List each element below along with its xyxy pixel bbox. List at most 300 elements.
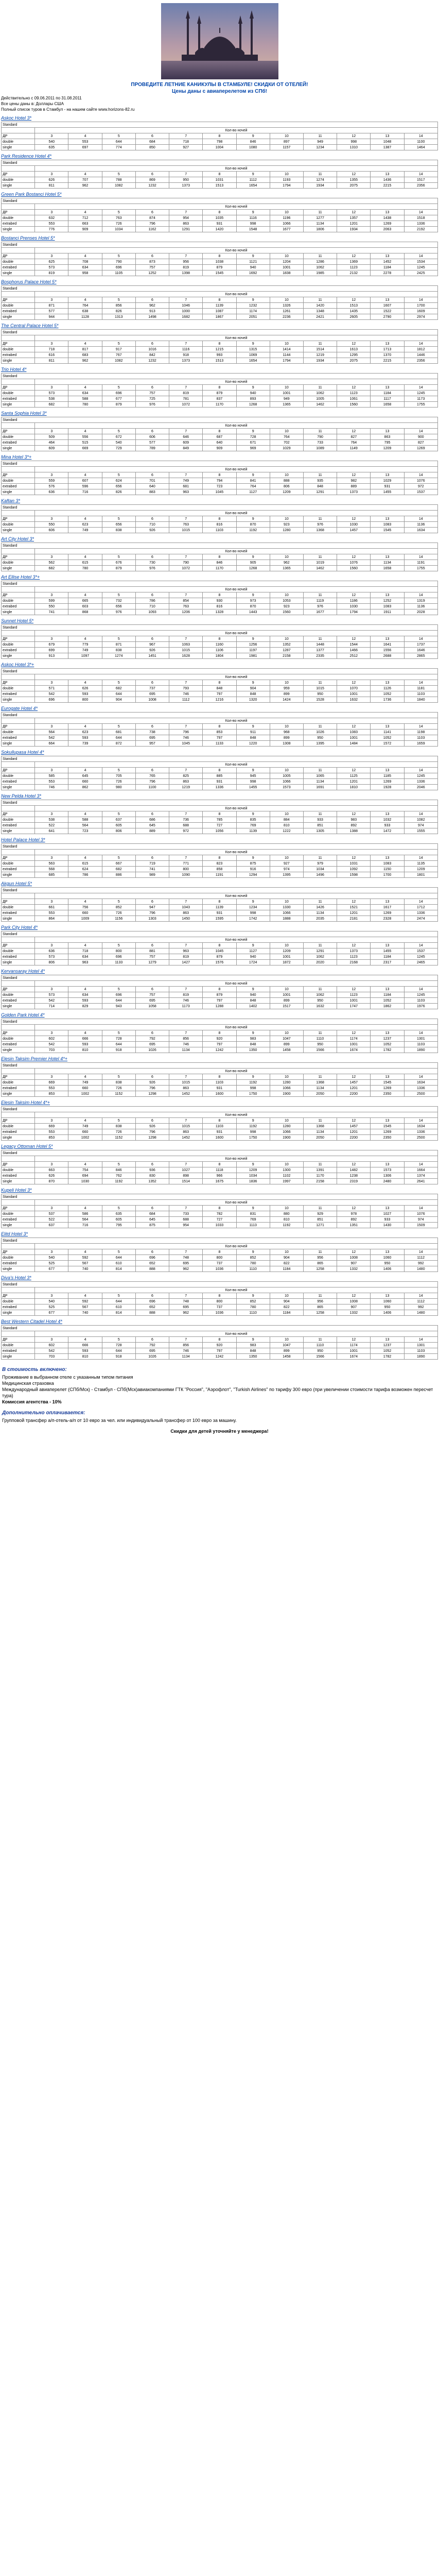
room-type-label: Standard [2,242,438,248]
accommodation-type: extrabed [2,779,35,785]
price-cell: 1184 [371,992,404,998]
price-cell: 817 [68,347,102,352]
nights-header-cell: 10 [270,472,303,478]
price-cell: 880 [270,1211,303,1217]
price-cell: 1201 [337,910,371,916]
price-cell: 1087 [203,309,236,314]
hotel-name-link[interactable]: Diva's Hotel 3* [1,1275,31,1280]
hotel-name-link[interactable]: The Central Palace Hotel 5* [1,323,59,328]
price-cell: 727 [203,1217,236,1223]
hotel-name-link[interactable]: Best Western Citadel Hotel 4* [1,1319,62,1324]
price-cell: 1196 [270,215,303,221]
price-cell: 593 [68,1348,102,1354]
hotel-name-link[interactable]: Park Residence Hotel 4* [1,154,52,159]
price-cell: 550 [35,522,68,528]
dp-label: ДР [2,768,35,773]
price-cell: 697 [68,145,102,150]
nights-header-cell: 4 [68,253,102,259]
price-cell: 962 [169,1266,203,1272]
nights-header-cell: 7 [169,680,203,686]
price-cell: 1123 [337,992,371,998]
price-cell: 1801 [404,872,437,878]
price-cell: 1628 [169,653,203,659]
price-cell: 954 [169,215,203,221]
dp-label: ДР [2,253,35,259]
price-cell: 1031 [203,177,236,183]
nights-header-cell: 3 [35,210,68,215]
price-cell: 556 [68,434,102,440]
room-type-label: Standard [2,975,438,981]
nights-header-cell: 8 [203,1249,236,1255]
price-cell: 2865 [404,653,437,659]
price-cell: 2132 [337,270,371,276]
nights-header-cell: 6 [135,385,169,391]
nights-header-cell: 5 [102,855,135,861]
nights-header-cell: 9 [236,592,270,598]
price-cell: 1303 [135,916,169,922]
price-cell: 1162 [135,227,169,232]
accommodation-type: double [2,1167,35,1173]
nights-header-cell: 11 [303,341,337,347]
nights-header-cell: 7 [169,899,203,905]
blank-cell [2,511,35,516]
price-cell: 1053 [270,598,303,604]
price-cell: 1058 [135,1004,169,1009]
hotel-block [1,497,438,533]
price-cell: 1336 [404,779,437,785]
nights-header-cell: 7 [169,516,203,522]
price-row [2,183,438,189]
price-cell: 615 [68,560,102,566]
price-row [2,402,438,408]
accommodation-type: extrabed [2,910,35,916]
price-cell: 667 [102,861,135,867]
price-cell: 788 [102,177,135,183]
price-row [2,1173,438,1179]
price-cell: 749 [169,478,203,484]
hotel-name-link[interactable]: Elesin Taksim Premier Hotel 4*+ [1,1056,67,1061]
price-cell: 1544 [337,642,371,648]
accommodation-type: extrabed [2,1129,35,1135]
price-row [2,1304,438,1310]
nights-header-cell: 8 [203,429,236,434]
price-cell: 1427 [169,960,203,965]
price-cell: 1234 [236,905,270,910]
price-cell: 2425 [404,270,437,276]
price-cell: 2421 [303,314,337,320]
nights-header-cell: 10 [270,385,303,391]
price-cell: 1046 [169,303,203,309]
price-cell: 830 [135,1173,169,1179]
price-cell: 1192 [236,1080,270,1086]
price-cell: 1426 [303,905,337,910]
price-cell: 605 [102,1217,135,1223]
nights-header-cell: 6 [135,811,169,817]
price-cell: 998 [236,221,270,227]
price-row [2,653,438,659]
nights-header-cell: 4 [68,724,102,730]
nights-header-cell: 13 [371,899,404,905]
hotel-name-link[interactable]: Askoc Hotel 3* [1,115,32,121]
price-cell: 1152 [102,1091,135,1097]
price-cell: 1712 [404,905,437,910]
price-cell: 1160 [203,642,236,648]
accommodation-type: extrabed [2,735,35,741]
price-cell: 1032 [371,817,404,823]
price-cell: 553 [68,139,102,145]
price-cell: 1664 [404,1167,437,1173]
nights-header-cell: 14 [404,472,437,478]
nights-header-cell: 4 [68,811,102,817]
price-cell: 696 [102,265,135,270]
nights-header-cell: 11 [303,516,337,522]
price-cell: 644 [102,1042,135,1047]
nights-header-cell: 9 [236,724,270,730]
price-cell: 1116 [236,215,270,221]
price-cell: 1156 [102,916,135,922]
nights-header-cell: 7 [169,636,203,642]
nights-header-cell: 5 [102,768,135,773]
price-cell: 918 [102,1047,135,1053]
price-cell: 1170 [203,402,236,408]
price-cell: 550 [35,604,68,609]
price-cell: 2192 [404,227,437,232]
price-cell: 695 [135,1042,169,1047]
price-cell: 905 [236,560,270,566]
price-cell: 848 [236,998,270,1004]
price-cell: 765 [135,773,169,779]
nights-header-cell: 5 [102,516,135,522]
price-cell: 2075 [337,358,371,364]
blank-cell [2,850,35,855]
price-cell: 1336 [404,1086,437,1091]
dp-label: ДР [2,1206,35,1211]
nights-header-cell: 4 [68,592,102,598]
nights-header-cell: 12 [337,297,371,303]
nights-header-cell: 4 [68,297,102,303]
price-table [1,504,438,533]
blank-cell [2,1244,35,1249]
price-cell: 672 [102,434,135,440]
price-cell: 1173 [404,396,437,402]
price-cell: 1450 [169,916,203,922]
nights-header-cell: 10 [270,253,303,259]
price-cell: 641 [35,828,68,834]
price-cell: 838 [102,528,135,533]
dp-label: ДР [2,297,35,303]
nights-header-cell: 7 [169,253,203,259]
price-row [2,1266,438,1272]
price-cell: 576 [35,484,68,489]
price-cell: 588 [68,396,102,402]
price-cell: 1056 [203,828,236,834]
nights-header-cell: 9 [236,987,270,992]
price-cell: 848 [236,691,270,697]
price-row [2,1255,438,1261]
price-cell: 1420 [303,303,337,309]
nights-header-cell: 14 [404,1206,437,1211]
nights-header-cell: 7 [169,341,203,347]
nights-header-cell: 3 [35,811,68,817]
nights-header-cell: 6 [135,636,169,642]
price-cell: 1268 [236,402,270,408]
price-cell: 907 [337,1261,371,1266]
price-cell: 900 [404,434,437,440]
included-item: Медицинская страховка [2,1381,54,1386]
price-cell: 1981 [236,653,270,659]
price-cell: 623 [68,730,102,735]
price-cell: 1537 [404,489,437,495]
hotel-name-link[interactable]: Mina Hotel 3*+ [1,454,32,460]
nights-header-cell: 7 [169,1074,203,1080]
price-cell: 515 [68,440,102,446]
price-row [2,691,438,697]
blank-cell [2,762,35,768]
hotel-name-link[interactable]: Bostanci Prenses Hotel 5* [1,235,55,241]
nights-header-cell: 8 [203,855,236,861]
nights-header-cell: 10 [270,899,303,905]
price-cell: 822 [270,1304,303,1310]
price-cell: 862 [68,785,102,790]
hotel-name-link[interactable]: Art Ellise Hotel 3*+ [1,574,40,580]
price-cell: 875 [236,861,270,867]
price-cell: 1598 [337,872,371,878]
price-cell: 1133 [203,741,236,747]
nights-header-cell: 14 [404,1293,437,1299]
price-cell: 780 [236,1261,270,1266]
price-cell: 983 [337,817,371,823]
price-cell: 780 [68,402,102,408]
price-cell: 848 [203,686,236,691]
dp-label: ДР [2,1118,35,1124]
price-cell: 1134 [303,779,337,785]
price-cell: 1112 [169,697,203,703]
price-cell: 940 [236,391,270,396]
price-cell: 1368 [303,1124,337,1129]
price-cell: 1209 [270,489,303,495]
nights-header-cell: 12 [337,554,371,560]
nights-header-cell: 13 [371,516,404,522]
nights-header-cell: 14 [404,811,437,817]
price-cell: 1509 [404,1223,437,1228]
hotel-name-link[interactable]: Kupeli Hotel 3* [1,1188,32,1193]
nights-header-cell: 14 [404,516,437,522]
accommodation-type: double [2,598,35,604]
price-cell: 983 [236,1343,270,1348]
price-cell: 819 [169,954,203,960]
room-type-label: Standard [2,1238,438,1244]
price-cell: 1001 [270,992,303,998]
price-row [2,145,438,150]
price-cell: 1069 [236,352,270,358]
price-cell: 1185 [371,773,404,779]
included-item: Комиссия агентства - 10% [2,1399,62,1404]
price-cell: 838 [102,1080,135,1086]
hotel-name-link[interactable]: Golden Park Hotel 4* [1,1012,45,1018]
hotel-name-link[interactable]: Eurogate Hotel 4* [1,706,38,711]
price-cell: 1548 [236,227,270,232]
price-row [2,872,438,878]
price-cell: 1103 [203,528,236,533]
nights-header-cell: 6 [135,341,169,347]
price-row [2,609,438,615]
price-cell: 1269 [371,1129,404,1135]
dp-label: ДР [2,133,35,139]
blank-cell [2,893,35,899]
price-cell: 1127 [236,489,270,495]
accommodation-type: single [2,1004,35,1009]
price-cell: 1455 [371,489,404,495]
hotel-name-link[interactable]: Legacy Ottoman Hotel 5* [1,1144,53,1149]
hotel-name-link[interactable]: New Pelda Hotel 3* [1,793,42,799]
price-row [2,686,438,691]
price-cell: 810 [270,1217,303,1223]
price-cell: 577 [135,440,169,446]
price-cell: 599 [35,598,68,604]
hotel-name-link[interactable]: Park City Hotel 4* [1,925,38,930]
price-cell: 968 [270,730,303,735]
nights-header-cell: 11 [303,172,337,177]
nights-header-cell: 9 [236,133,270,139]
nights-header-cell: 6 [135,172,169,177]
price-cell: 1256 [236,642,270,648]
blank-cell [2,937,35,943]
hotel-name-link[interactable]: Bosphorus Palace Hotel 5* [1,279,57,284]
dp-label: ДР [2,341,35,347]
price-cell: 1560 [337,566,371,571]
price-cell: 827 [337,434,371,440]
hotel-name-link[interactable]: Santa Sophia Hotel 3* [1,411,47,416]
hotel-name-link[interactable]: Hotel Palace Hotel 3* [1,837,45,842]
hotel-block [1,1187,438,1228]
price-cell: 586 [68,1211,102,1217]
price-cell: 696 [135,1255,169,1261]
price-cell: 607 [68,478,102,484]
nights-header-cell: 10 [270,943,303,948]
blank-cell [2,806,35,811]
price-cell: 1072 [169,566,203,571]
accommodation-type: double [2,861,35,867]
blank-cell [2,335,35,341]
price-cell: 1127 [236,948,270,954]
nights-header-cell: 11 [303,133,337,139]
room-type-label: Standard [2,1063,438,1069]
price-cell: 609 [35,446,68,451]
hotel-name-link[interactable]: Sokullupasa Hotel 4* [1,750,44,755]
price-cell: 1139 [203,905,236,910]
nights-header-cell: 9 [236,1074,270,1080]
hotel-name-link[interactable]: Trio Hotel 4* [1,367,27,372]
nights-header-cell: 7 [169,1206,203,1211]
price-cell: 746 [35,785,68,790]
price-cell: 950 [303,735,337,741]
price-cell: 677 [35,1310,68,1316]
nights-header-cell: 14 [404,210,437,215]
dp-label: ДР [2,1162,35,1167]
price-cell: 956 [303,1299,337,1304]
hotel-name-link[interactable]: Art City Hotel 3* [1,536,34,541]
nights-header-cell: 6 [135,899,169,905]
nights-header-cell: 3 [35,768,68,773]
price-cell: 1566 [303,1354,337,1360]
nights-header-cell: 10 [270,516,303,522]
price-cell: 1458 [270,1354,303,1360]
nights-label: Кол-во ночей [35,893,438,899]
nights-header-cell: 11 [303,1206,337,1211]
hotel-name-link[interactable]: Akgun Hotel 5* [1,881,32,886]
room-type-label: Standard [2,198,438,204]
price-cell: 1350 [236,1047,270,1053]
price-cell: 726 [102,1129,135,1135]
hotel-name-link[interactable]: Elitd Hotel 3* [1,1231,28,1236]
nights-label: Кол-во ночей [35,128,438,133]
hotel-name-link[interactable]: Green Park Bostanci Hotel 5* [1,192,62,197]
hotel-name-link[interactable]: Kervansaray Hotel 4* [1,969,45,974]
nights-header-cell: 6 [135,1337,169,1343]
dp-label: ДР [2,1337,35,1343]
dp-label: ДР [2,680,35,686]
nights-header-cell: 3 [35,472,68,478]
nights-header-cell: 11 [303,680,337,686]
site-link[interactable]: Полный список туров в Стамбул - на нашем сайте www.horizons-82.ru [1,107,135,112]
price-row [2,1036,438,1042]
price-cell: 1294 [236,872,270,878]
price-cell: 871 [35,303,68,309]
price-cell: 865 [303,1304,337,1310]
price-cell: 806 [270,484,303,489]
price-cell: 540 [35,139,68,145]
price-cell: 644 [102,1255,135,1261]
price-cell: 1237 [371,1036,404,1042]
price-row [2,773,438,779]
price-cell: 1351 [337,1223,371,1228]
price-cell: 1482 [337,1167,371,1173]
price-row [2,1004,438,1009]
price-cell: 1157 [270,145,303,150]
nights-header-cell: 11 [303,899,337,905]
price-cell: 1060 [371,1255,404,1261]
hotel-name-link[interactable]: Elesin Taksim Hotel 4*+ [1,1100,50,1105]
price-cell: 1232 [236,303,270,309]
price-cell: 863 [169,779,203,785]
price-row [2,1310,438,1316]
price-cell: 602 [35,1036,68,1042]
hotel-name-link[interactable]: Kaftan 3* [1,498,21,503]
nights-header-cell: 13 [371,1293,404,1299]
hotel-name-link[interactable]: Sunnet Hotel 5* [1,618,34,623]
price-cell: 723 [68,828,102,834]
nights-header-cell: 10 [270,680,303,686]
nights-header-cell: 12 [337,385,371,391]
price-cell: 1029 [371,478,404,484]
nights-header-cell: 14 [404,297,437,303]
price-cell: 869 [135,177,169,183]
price-cell: 929 [303,1211,337,1217]
hotel-name-link[interactable]: Askoc Hotel 3*+ [1,662,34,667]
price-cell: 740 [68,1310,102,1316]
price-cell: 1062 [303,992,337,998]
nights-label: Кол-во ночей [35,1025,438,1030]
accommodation-type: double [2,992,35,998]
price-cell: 577 [35,309,68,314]
price-cell: 1047 [270,1343,303,1348]
nights-header-cell: 8 [203,1337,236,1343]
price-cell: 1713 [371,347,404,352]
nights-header-cell: 9 [236,768,270,773]
nights-header-cell: 10 [270,1293,303,1299]
price-cell: 883 [135,489,169,495]
price-cell: 542 [35,691,68,697]
